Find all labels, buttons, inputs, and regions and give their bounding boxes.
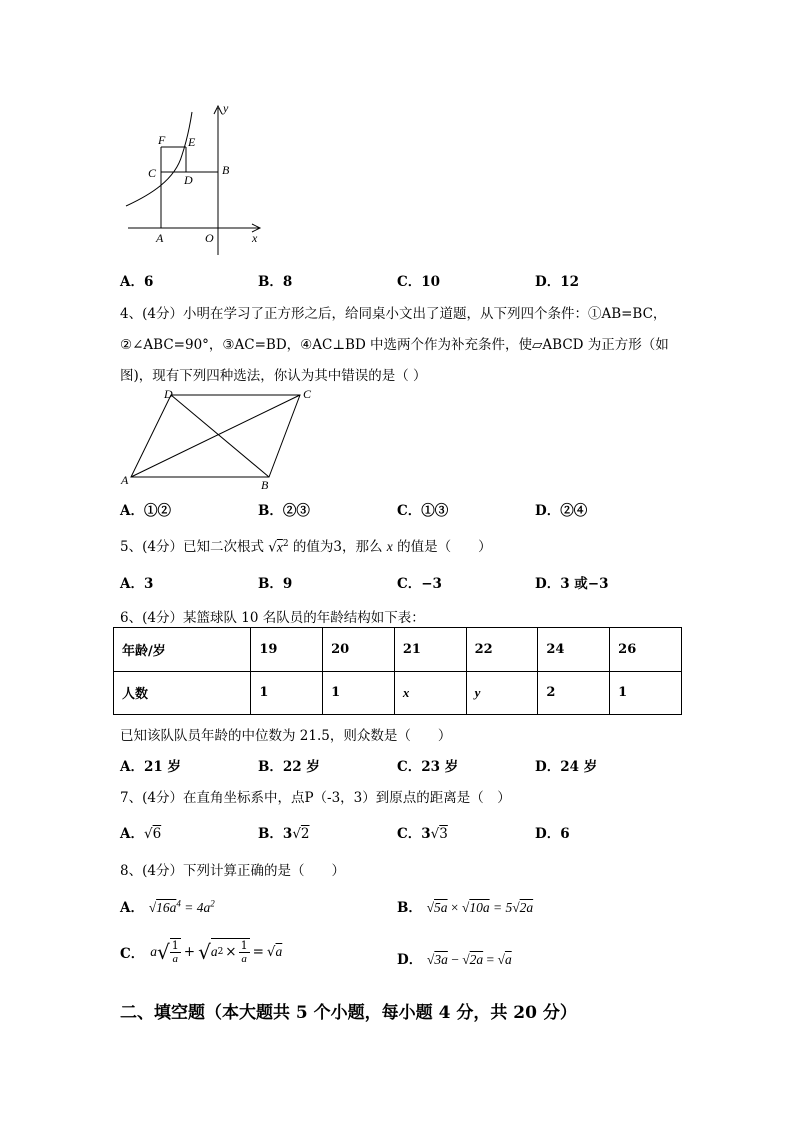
q7-stem: 7、(4分）在直角坐标系中，点P（-3，3）到原点的距离是（ ） xyxy=(120,790,511,806)
q4-stem-line1: 4、(4分）小明在学习了正方形之后，给同桌小文出了道题，从下列四个条件：①AB=BC， xyxy=(120,306,667,322)
q8-c-sqrt1: √ xyxy=(157,939,170,964)
q8-c-rad2 xyxy=(211,938,250,965)
diagonal-bd xyxy=(171,395,269,477)
q8-c-times: × xyxy=(225,944,237,960)
q8-b-eq: = 5 xyxy=(492,900,513,915)
table-row xyxy=(114,628,682,672)
q8-c-eq: = xyxy=(252,943,264,960)
q5-stem xyxy=(120,535,492,555)
table-cell: 1 xyxy=(251,671,323,715)
q4-option-c: C．①③ xyxy=(397,503,449,519)
q3-figure xyxy=(120,100,270,260)
q8-d-label: D． xyxy=(397,952,423,968)
q8-c-den2: a xyxy=(241,953,247,965)
table-cell: 20 xyxy=(323,628,395,672)
q6-stem: 6、(4分）某篮球队 10 名队员的年龄结构如下表： xyxy=(120,610,425,626)
table-cell: x xyxy=(394,671,466,715)
q8-option-a: A． $√16a^4 = 4a^2$ xyxy=(120,898,215,916)
label-D: D xyxy=(184,173,193,187)
q8-c-num: 1 xyxy=(171,939,179,952)
q7-option-c: C．3√3 xyxy=(397,826,448,842)
label-y: y xyxy=(223,101,229,115)
section-2-heading: 二、填空题（本大题共 5 个小题，每小题 4 分，共 20 分） xyxy=(120,1003,577,1023)
q5-stem-end: 的值是（ ） xyxy=(397,539,492,555)
q7-c-prefix: C．3 xyxy=(397,826,431,842)
table-row xyxy=(114,671,682,715)
q6-option-c: C．23 岁 xyxy=(397,759,459,775)
q8-c-frac1 xyxy=(170,938,181,965)
q5-stem-post: 的值为3，那么 xyxy=(292,539,383,555)
q5-option-b: B．9 xyxy=(258,576,293,592)
table-cell: 人数 xyxy=(114,671,251,715)
q4-option-a: A．①② xyxy=(120,503,171,519)
q7-b-radicand: 2 xyxy=(300,826,310,842)
q4-stem-line2: ②∠ABC=90°，③AC=BD，④AC⊥BD 中选两个作为补充条件，使▱ABCD 为正方形（如 xyxy=(120,337,669,353)
hyperbola-curve xyxy=(126,112,192,206)
label-x: x xyxy=(252,231,258,245)
table-cell: 26 xyxy=(610,628,682,672)
q5-radicand: x xyxy=(276,539,283,554)
q8-a-radicand: 16a xyxy=(156,900,177,915)
q7-option-a: A．√6 xyxy=(120,826,162,842)
diagonal-ac xyxy=(131,395,300,477)
age-table xyxy=(113,627,682,715)
q6-follow: 已知该队队员年龄的中位数为 21.5，则众数是（ ） xyxy=(120,728,452,744)
q3-option-b: B．8 xyxy=(258,274,293,290)
q7-a-radicand: 6 xyxy=(152,826,162,842)
q4-parallelogram-figure xyxy=(120,385,320,490)
q8-c-frac2 xyxy=(239,939,250,965)
q4-stem-line3: 图)，现有下列四种选法，你认为其中错误的是（ ） xyxy=(120,368,427,384)
q8-d-res: a xyxy=(504,952,512,967)
table-cell: y xyxy=(466,671,538,715)
table-cell: 24 xyxy=(538,628,610,672)
q8-c-a2exp: 2 xyxy=(217,947,224,957)
table-cell: 2 xyxy=(538,671,610,715)
q8-stem: 8、(4分）下列计算正确的是（ ） xyxy=(120,863,345,879)
q8-d-minus: − xyxy=(451,952,459,967)
q8-c-res: a xyxy=(275,943,283,959)
q8-d-r1: 3a xyxy=(434,952,448,967)
table-cell: 1 xyxy=(323,671,395,715)
q8-c-label: C． xyxy=(120,945,145,962)
q8-b-r1: 5a xyxy=(434,900,448,915)
q5-option-c: C．−3 xyxy=(397,576,442,592)
q8-d-r2: 2a xyxy=(469,952,484,967)
q4-label-A: A xyxy=(121,473,129,487)
q6-option-d: D．24 岁 xyxy=(535,759,598,775)
q8-b-r3: 2a xyxy=(519,900,534,915)
q8-option-c: C． a √ $\frac{1}{a}$ + √ a 2 × $\frac{1}{a}$ = √ a xyxy=(120,939,283,965)
q5-exponent: 2 xyxy=(282,538,289,549)
q4-option-b: B．②③ xyxy=(258,503,310,519)
q8-a-rhs-exp: 2 xyxy=(210,898,215,909)
q7-b-prefix: B．3 xyxy=(258,826,293,842)
table-cell: 年龄/岁 xyxy=(114,628,251,672)
q3-option-d: D．12 xyxy=(535,274,579,290)
q7-c-radicand: 3 xyxy=(439,826,448,842)
q4-label-D: D xyxy=(164,387,173,401)
q3-option-a: A．6 xyxy=(120,274,154,290)
q5-stem-pre: 5、(4分）已知二次根式 xyxy=(120,539,264,555)
q8-a-label: A． xyxy=(120,900,144,916)
table-cell: 19 xyxy=(251,628,323,672)
q8-b-times: × xyxy=(450,900,459,915)
label-A: A xyxy=(156,231,164,245)
table-cell: 21 xyxy=(394,628,466,672)
q8-c-a2: a xyxy=(210,944,218,959)
label-F: F xyxy=(158,133,166,147)
q8-option-b: B． √5a × √10a = 5√2a xyxy=(397,900,534,916)
table-cell: 22 xyxy=(466,628,538,672)
q3-option-c: C．10 xyxy=(397,274,441,290)
q7-option-d: D．6 xyxy=(535,826,570,842)
q7-a-prefix: A． xyxy=(120,826,144,842)
q8-c-plus: + xyxy=(183,943,196,960)
q8-b-r2: 10a xyxy=(469,900,490,915)
q5-radical: $√x^2$ xyxy=(268,538,289,555)
q4-label-B: B xyxy=(261,478,269,492)
q8-a-exp: 4 xyxy=(176,898,181,909)
label-C: C xyxy=(148,166,157,180)
q4-label-C: C xyxy=(303,387,312,401)
table-cell: 1 xyxy=(610,671,682,715)
q6-option-a: A．21 岁 xyxy=(120,759,181,775)
q8-c-num2: 1 xyxy=(240,939,248,952)
label-O: O xyxy=(205,231,214,245)
q8-a-rhs: = 4a xyxy=(184,900,211,915)
label-B: B xyxy=(222,163,230,177)
q4-option-d: D．②④ xyxy=(535,503,588,519)
q8-option-d: D． √3a − √2a = √a xyxy=(397,952,512,968)
q8-c-den: a xyxy=(172,953,178,965)
q6-option-b: B．22 岁 xyxy=(258,759,320,775)
label-E: E xyxy=(188,135,196,149)
q8-c-sqrt2: √ xyxy=(198,939,211,964)
q8-d-eq: = xyxy=(486,952,495,967)
q5-option-d: D．3 或−3 xyxy=(535,576,609,592)
q5-option-a: A．3 xyxy=(120,576,154,592)
q5-var: x xyxy=(386,539,393,554)
q8-c-a: a xyxy=(150,943,157,959)
q7-option-b: B．3√2 xyxy=(258,826,310,842)
q8-b-label: B． xyxy=(397,900,422,916)
